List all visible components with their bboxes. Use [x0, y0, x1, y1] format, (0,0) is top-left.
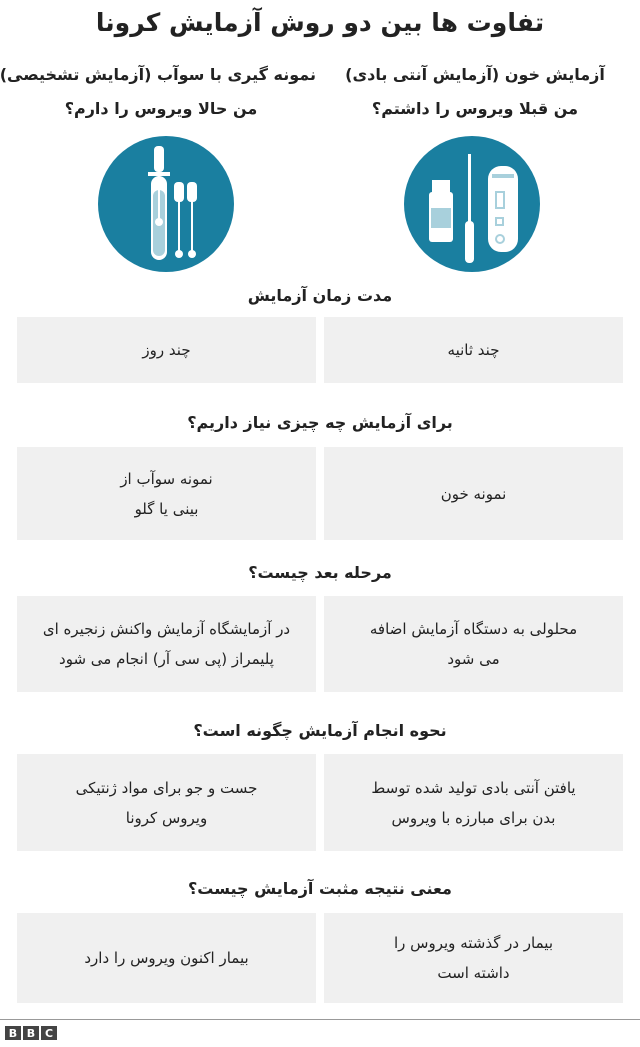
cell-swab: نمونه سوآب از بینی یا گلو — [17, 447, 316, 540]
cell-antibody: چند ثانیه — [324, 317, 623, 383]
cell-swab: در آزمایشگاه آزمایش واکنش زنجیره ای پلیمراز (پی سی آر) انجام می شود — [17, 596, 316, 692]
section-heading: برای آزمایش چه چیزی نیاز داریم؟ — [187, 413, 453, 432]
cell-antibody: نمونه خون — [324, 447, 623, 540]
column-header-swab — [0, 58, 316, 126]
cell-antibody: یافتن آنتی بادی تولید شده توسط بدن برای مبارزه با ویروس — [324, 754, 623, 851]
cell-antibody: بیمار در گذشته ویروس را داشته است — [324, 913, 623, 1003]
logo-letter: B — [23, 1026, 39, 1040]
column-header-antibody — [320, 58, 630, 126]
swab-test-tube-icon — [98, 136, 234, 272]
cell-swab: چند روز — [17, 317, 316, 383]
page-title: تفاوت ها بین دو روش آزمایش کرونا — [95, 8, 545, 37]
section-heading: مدت زمان آزمایش — [247, 286, 393, 305]
blood-test-kit-icon — [404, 136, 540, 272]
column-question: من حالا ویروس را دارم؟ — [64, 99, 258, 118]
footer-divider — [0, 1019, 640, 1020]
column-name: آزمایش خون (آزمایش آنتی بادی) — [345, 65, 605, 84]
logo-letter: B — [5, 1026, 21, 1040]
bbc-logo — [5, 1026, 57, 1040]
column-question: من قبلا ویروس را داشتم؟ — [371, 99, 579, 118]
section-heading: نحوه انجام آزمایش چگونه است؟ — [193, 721, 447, 740]
cell-swab: بیمار اکنون ویروس را دارد — [17, 913, 316, 1003]
cell-antibody: محلولی به دستگاه آزمایش اضافه می شود — [324, 596, 623, 692]
section-heading: معنی نتیجه مثبت آزمایش چیست؟ — [188, 879, 452, 898]
cell-swab: جست و جو برای مواد ژنتیکی ویروس کرونا — [17, 754, 316, 851]
section-heading: مرحله بعد چیست؟ — [248, 563, 392, 582]
logo-letter: C — [41, 1026, 57, 1040]
column-name: نمونه گیری با سوآب (آزمایش تشخیصی) — [0, 65, 316, 84]
